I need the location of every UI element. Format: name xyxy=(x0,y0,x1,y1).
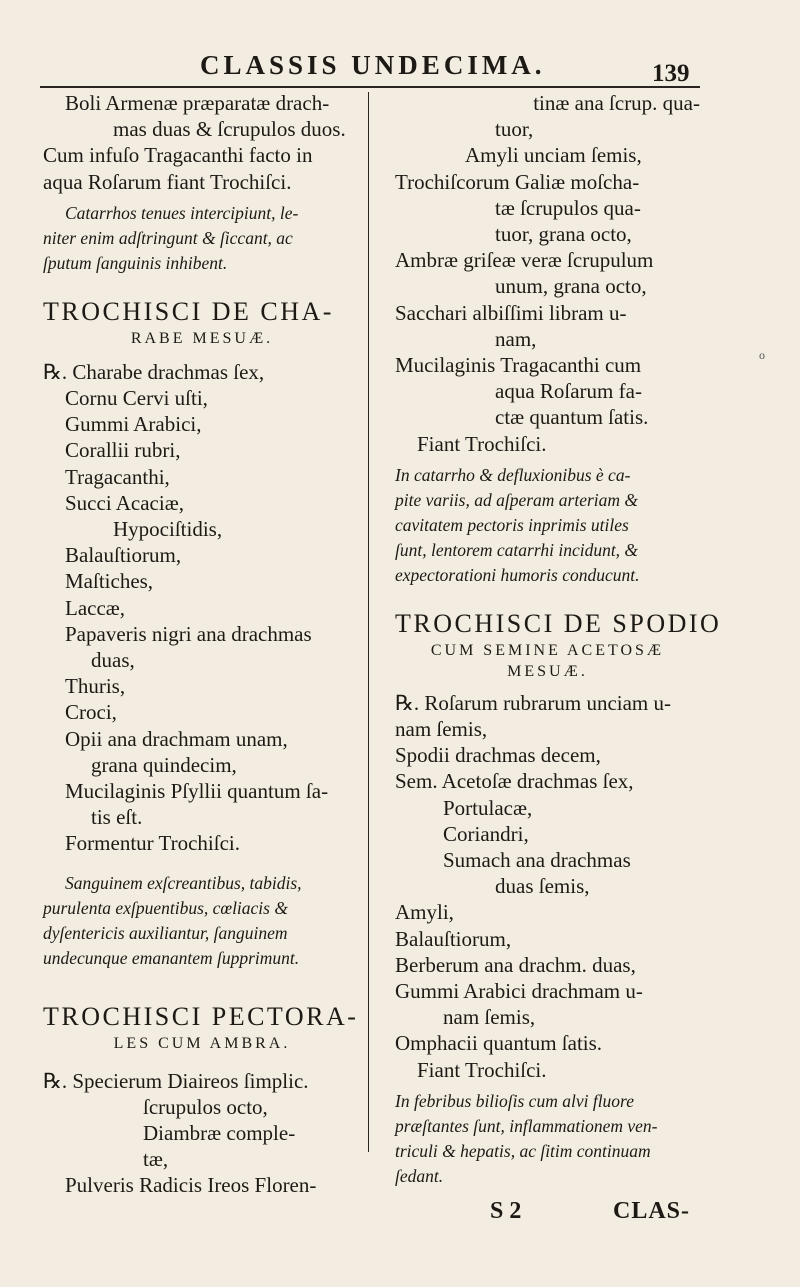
page-footer xyxy=(490,1198,690,1225)
recipe-line: tæ ſcrupulos qua- xyxy=(495,195,641,220)
recipe-line: Pulveris Radicis Ireos Floren- xyxy=(65,1173,317,1198)
recipe-line: Ambræ griſeæ veræ ſcrupulum xyxy=(395,248,654,273)
recipe-line: tuor, grana octo, xyxy=(495,222,632,247)
section-heading: TROCHISCI PECTORA- xyxy=(43,1001,359,1031)
recipe-line: tuor, xyxy=(495,117,534,142)
recipe-line: Amyli, xyxy=(395,900,454,925)
note-line: undecunque emanantem ſupprimunt. xyxy=(43,947,300,968)
recipe-line: grana quindecim, xyxy=(91,752,237,777)
note-line: præſtantes ſunt, inflammationem ven- xyxy=(395,1115,658,1136)
note-line: ſunt, lentorem catarrhi incidunt, & xyxy=(395,539,639,560)
note-line: dyſentericis auxiliantur, ſanguinem xyxy=(43,922,288,943)
recipe-line: Sacchari albiſſimi libram u- xyxy=(395,300,627,325)
recipe-line: ctæ quantum ſatis. xyxy=(495,405,649,430)
recipe-line: Hypociſtidis, xyxy=(113,517,223,542)
recipe-line: Maſtiches, xyxy=(65,569,154,594)
note-line: In febribus bilioſis cum alvi fluore xyxy=(395,1090,634,1111)
note-line: purulenta exſpuentibus, cœliacis & xyxy=(43,897,288,918)
recipe-line: tis eſt. xyxy=(91,805,143,830)
recipe-line: duas, xyxy=(91,648,135,673)
section-subheading: RABE MESUÆ. xyxy=(130,329,274,347)
note-line: Sanguinem exſcreantibus, tabidis, xyxy=(65,872,302,893)
note-line: triculi & hepatis, ac ſitim continuam xyxy=(395,1140,651,1161)
note-line: Catarrhos tenues intercipiunt, le- xyxy=(65,202,299,223)
note-line: cavitatem pectoris inprimis utiles xyxy=(395,514,629,535)
right-column xyxy=(395,90,722,1189)
recipe-line: Mucilaginis Tragacanthi cum xyxy=(395,353,642,378)
recipe-line: Sumach ana drachmas xyxy=(443,848,631,873)
recipe-line: ℞. Specierum Diaireos ſimplic. xyxy=(43,1068,309,1093)
recipe-line: Coriandri, xyxy=(443,821,529,846)
recipe-line: ℞. Charabe drachmas ſex, xyxy=(43,359,265,384)
section-heading: TROCHISCI DE CHA- xyxy=(43,296,334,326)
text-line: aqua Roſarum fiant Trochiſci. xyxy=(43,169,292,194)
recipe-line: Succi Acaciæ, xyxy=(65,490,184,515)
recipe-line: Trochiſcorum Galiæ moſcha- xyxy=(395,169,640,194)
column-divider xyxy=(368,92,369,1152)
note-line: In catarrho & defluxionibus è ca- xyxy=(395,464,631,485)
signature-mark: S 2 xyxy=(490,1198,522,1224)
recipe-line: Diambræ comple- xyxy=(143,1121,296,1146)
note-line: ſedant. xyxy=(395,1165,444,1186)
note-line: expectorationi humoris conducunt. xyxy=(395,564,640,585)
recipe-line: nam ſemis, xyxy=(395,717,488,742)
recipe-line: Opii ana drachmam unam, xyxy=(65,726,288,751)
text-line: Boli Armenæ præparatæ drach- xyxy=(65,91,330,115)
recipe-line: Formentur Trochiſci. xyxy=(65,831,241,856)
recipe-line: tinæ ana ſcrup. qua- xyxy=(533,91,700,115)
recipe-line: Tragacanthi, xyxy=(65,464,170,489)
recipe-line: aqua Roſarum fa- xyxy=(495,379,642,404)
recipe-line: Mucilaginis Pſyllii quantum ſa- xyxy=(65,779,329,804)
margin-mark: o xyxy=(759,348,765,362)
recipe-line: duas ſemis, xyxy=(495,874,590,899)
recipe-line: Croci, xyxy=(65,700,117,725)
recipe-line: Gummi Arabici drachmam u- xyxy=(395,979,643,1004)
recipe-line: Thuris, xyxy=(65,674,126,699)
text-line: mas duas & ſcrupulos duos. xyxy=(113,117,346,142)
recipe-line: Fiant Trochiſci. xyxy=(417,431,547,456)
recipe-line: nam ſemis, xyxy=(443,1005,536,1030)
recipe-line: Berberum ana drachm. duas, xyxy=(395,952,636,977)
left-column xyxy=(43,90,361,1199)
recipe-line: Fiant Trochiſci. xyxy=(417,1057,547,1082)
section-subheading: LES CUM AMBRA. xyxy=(113,1034,291,1052)
recipe-line: Laccæ, xyxy=(65,595,126,620)
catchword: CLAS- xyxy=(612,1198,690,1224)
recipe-line: Spodii drachmas decem, xyxy=(395,743,601,768)
recipe-line: Omphacii quantum ſatis. xyxy=(395,1031,603,1056)
note-line: pite variis, ad aſperam arteriam & xyxy=(395,489,639,510)
recipe-line: nam, xyxy=(495,326,537,351)
running-head: CLASSIS UNDECIMA. xyxy=(200,50,546,80)
recipe-line: ſcrupulos octo, xyxy=(143,1094,268,1119)
recipe-line: Amyli unciam ſemis, xyxy=(465,143,642,168)
section-heading: TROCHISCI DE SPODIO xyxy=(395,608,722,638)
text-line: Cum infuſo Tragacanthi facto in xyxy=(43,143,313,168)
recipe-line: Cornu Cervi uſti, xyxy=(65,386,208,411)
recipe-line: Portulacæ, xyxy=(443,795,533,820)
recipe-line: Papaveris nigri ana drachmas xyxy=(65,621,312,646)
recipe-line: Balauſtiorum, xyxy=(65,543,182,568)
recipe-line: tæ, xyxy=(143,1147,169,1172)
recipe-line: Balauſtiorum, xyxy=(395,926,512,951)
header-rule xyxy=(40,86,700,88)
recipe-line: Sem. Acetoſæ drachmas ſex, xyxy=(395,769,634,794)
note-line: niter enim adſtringunt & ſiccant, ac xyxy=(43,227,293,248)
section-subheading: CUM SEMINE ACETOSÆ xyxy=(430,641,665,659)
note-line: ſputum ſanguinis inhibent. xyxy=(43,252,228,273)
recipe-line: ℞. Roſarum rubrarum unciam u- xyxy=(395,690,672,715)
recipe-line: Gummi Arabici, xyxy=(65,412,202,437)
section-subheading: MESUÆ. xyxy=(507,662,588,680)
recipe-line: Corallii rubri, xyxy=(65,438,181,463)
recipe-line: unum, grana octo, xyxy=(495,274,647,299)
page-number: 139 xyxy=(652,60,690,87)
